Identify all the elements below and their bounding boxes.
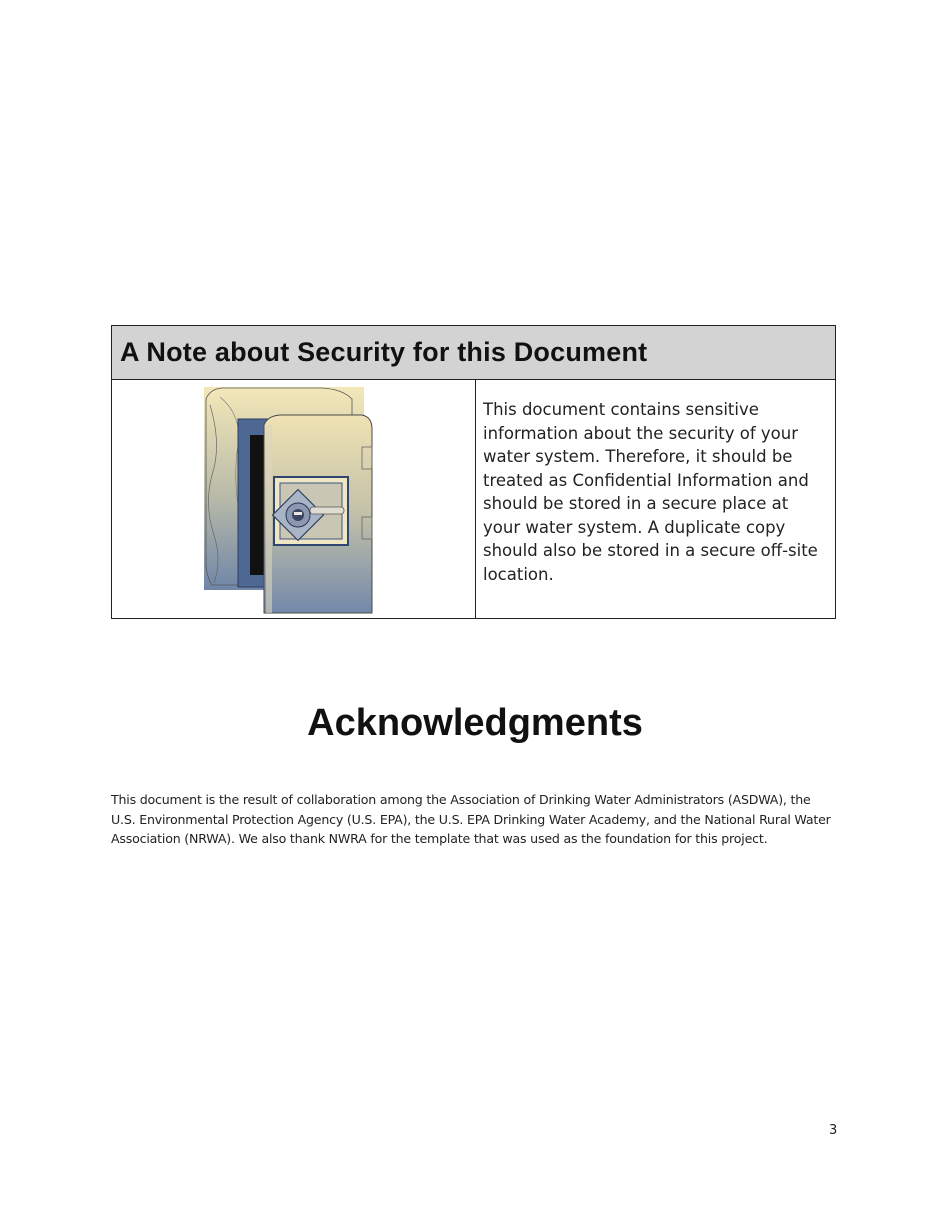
acknowledgments-paragraph: This document is the result of collaboration among the Association of Drinking Water Administrators (ASDWA), the U.S. Environmental Protection Agency (U.S. EPA), the U.S. EPA Drinking Water Academy, and the National Rural Water Association (NRWA). We also thank NWRA for the template that was used as the foundation for this project. <box>111 792 831 846</box>
safe-image-cell <box>112 380 476 618</box>
safe-illustration-icon <box>202 385 377 617</box>
security-note-body <box>112 380 835 618</box>
acknowledgments-heading: Acknowledgments <box>307 702 643 744</box>
page-number: 3 <box>829 1123 838 1138</box>
security-note-box <box>111 325 836 619</box>
security-note-title: A Note about Security for this Document <box>112 326 835 380</box>
security-note-text: This document contains sensitive information about the security of your water system. Therefore, it should be treated as Confidential Information and should be stored in a secure place at your water system. A duplicate copy should also be stored in a secure off-site location. <box>483 400 818 584</box>
